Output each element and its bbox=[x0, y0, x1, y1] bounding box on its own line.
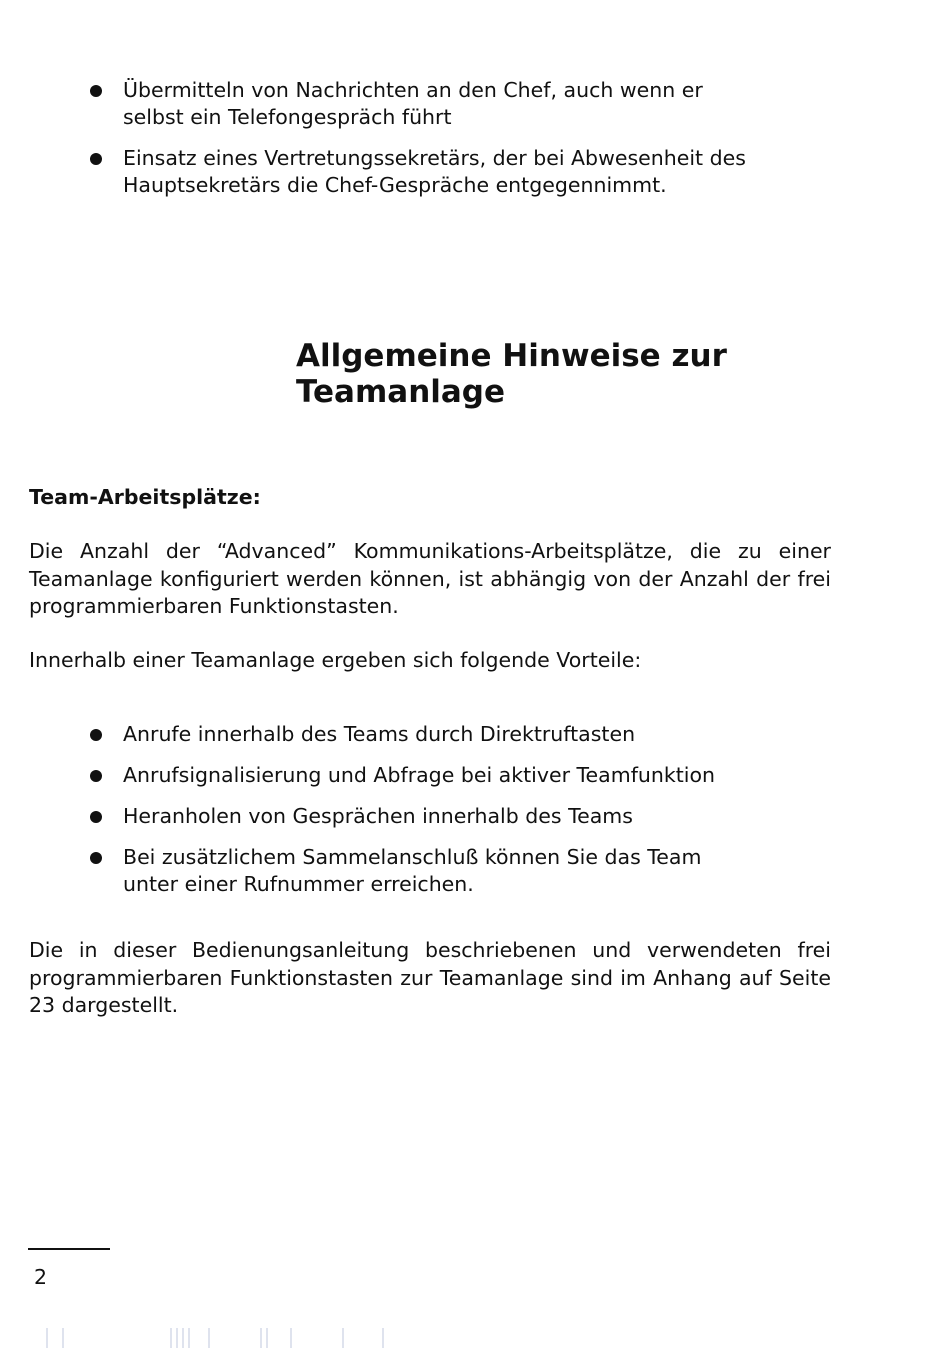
list-item bbox=[84, 721, 844, 748]
advantages-list bbox=[84, 721, 844, 912]
bullet-text: Heranholen von Gesprächen innerhalb des Teams bbox=[123, 804, 633, 828]
list-item bbox=[84, 145, 844, 199]
list-item bbox=[84, 844, 844, 898]
bullet-text: Bei zusätzlichem Sammelanschluß können Sie das Team unter einer Rufnummer erreichen. bbox=[123, 845, 702, 896]
list-item bbox=[84, 803, 844, 830]
paragraph-advantages-intro: Innerhalb einer Teamanlage ergeben sich folgende Vorteile: bbox=[29, 648, 642, 672]
bullet-icon bbox=[90, 729, 102, 741]
section-title: Allgemeine Hinweise zur Teamanlage bbox=[296, 338, 727, 410]
bullet-icon bbox=[90, 85, 102, 97]
page-number: 2 bbox=[34, 1265, 48, 1289]
bullet-text: Anrufe innerhalb des Teams durch Direktruftasten bbox=[123, 722, 636, 746]
bullet-icon bbox=[90, 153, 102, 165]
footer-divider bbox=[28, 1248, 110, 1250]
bullet-icon bbox=[90, 852, 102, 864]
subheading-team-workplaces: Team-Arbeitsplätze: bbox=[29, 485, 261, 509]
list-item bbox=[84, 762, 844, 789]
bullet-text: Übermitteln von Nachrichten an den Chef, auch wenn er selbst ein Telefongespräch führt bbox=[123, 78, 703, 129]
bullet-icon bbox=[90, 811, 102, 823]
paragraph-appendix-reference: Die in dieser Bedienungsanleitung beschriebenen und verwendeten frei programmierbaren Funktionstasten zur Teamanlage sind im Anhang auf Seite 23 dargestellt. bbox=[29, 938, 831, 1017]
list-item bbox=[84, 77, 844, 131]
scan-artifacts bbox=[40, 1328, 440, 1350]
bullet-text: Anrufsignalisierung und Abfrage bei aktiver Teamfunktion bbox=[123, 763, 716, 787]
paragraph-intro: Die Anzahl der “Advanced” Kommunikations-Arbeitsplätze, die zu einer Teamanlage konfiguriert werden können, ist abhängig von der Anzahl der frei programmierbaren Funktionstasten. bbox=[29, 539, 831, 618]
top-bullet-list bbox=[84, 77, 844, 213]
bullet-icon bbox=[90, 770, 102, 782]
bullet-text: Einsatz eines Vertretungssekretärs, der bei Abwesenheit des Hauptsekretärs die Chef-Gespräche entgegennimmt. bbox=[123, 146, 746, 197]
